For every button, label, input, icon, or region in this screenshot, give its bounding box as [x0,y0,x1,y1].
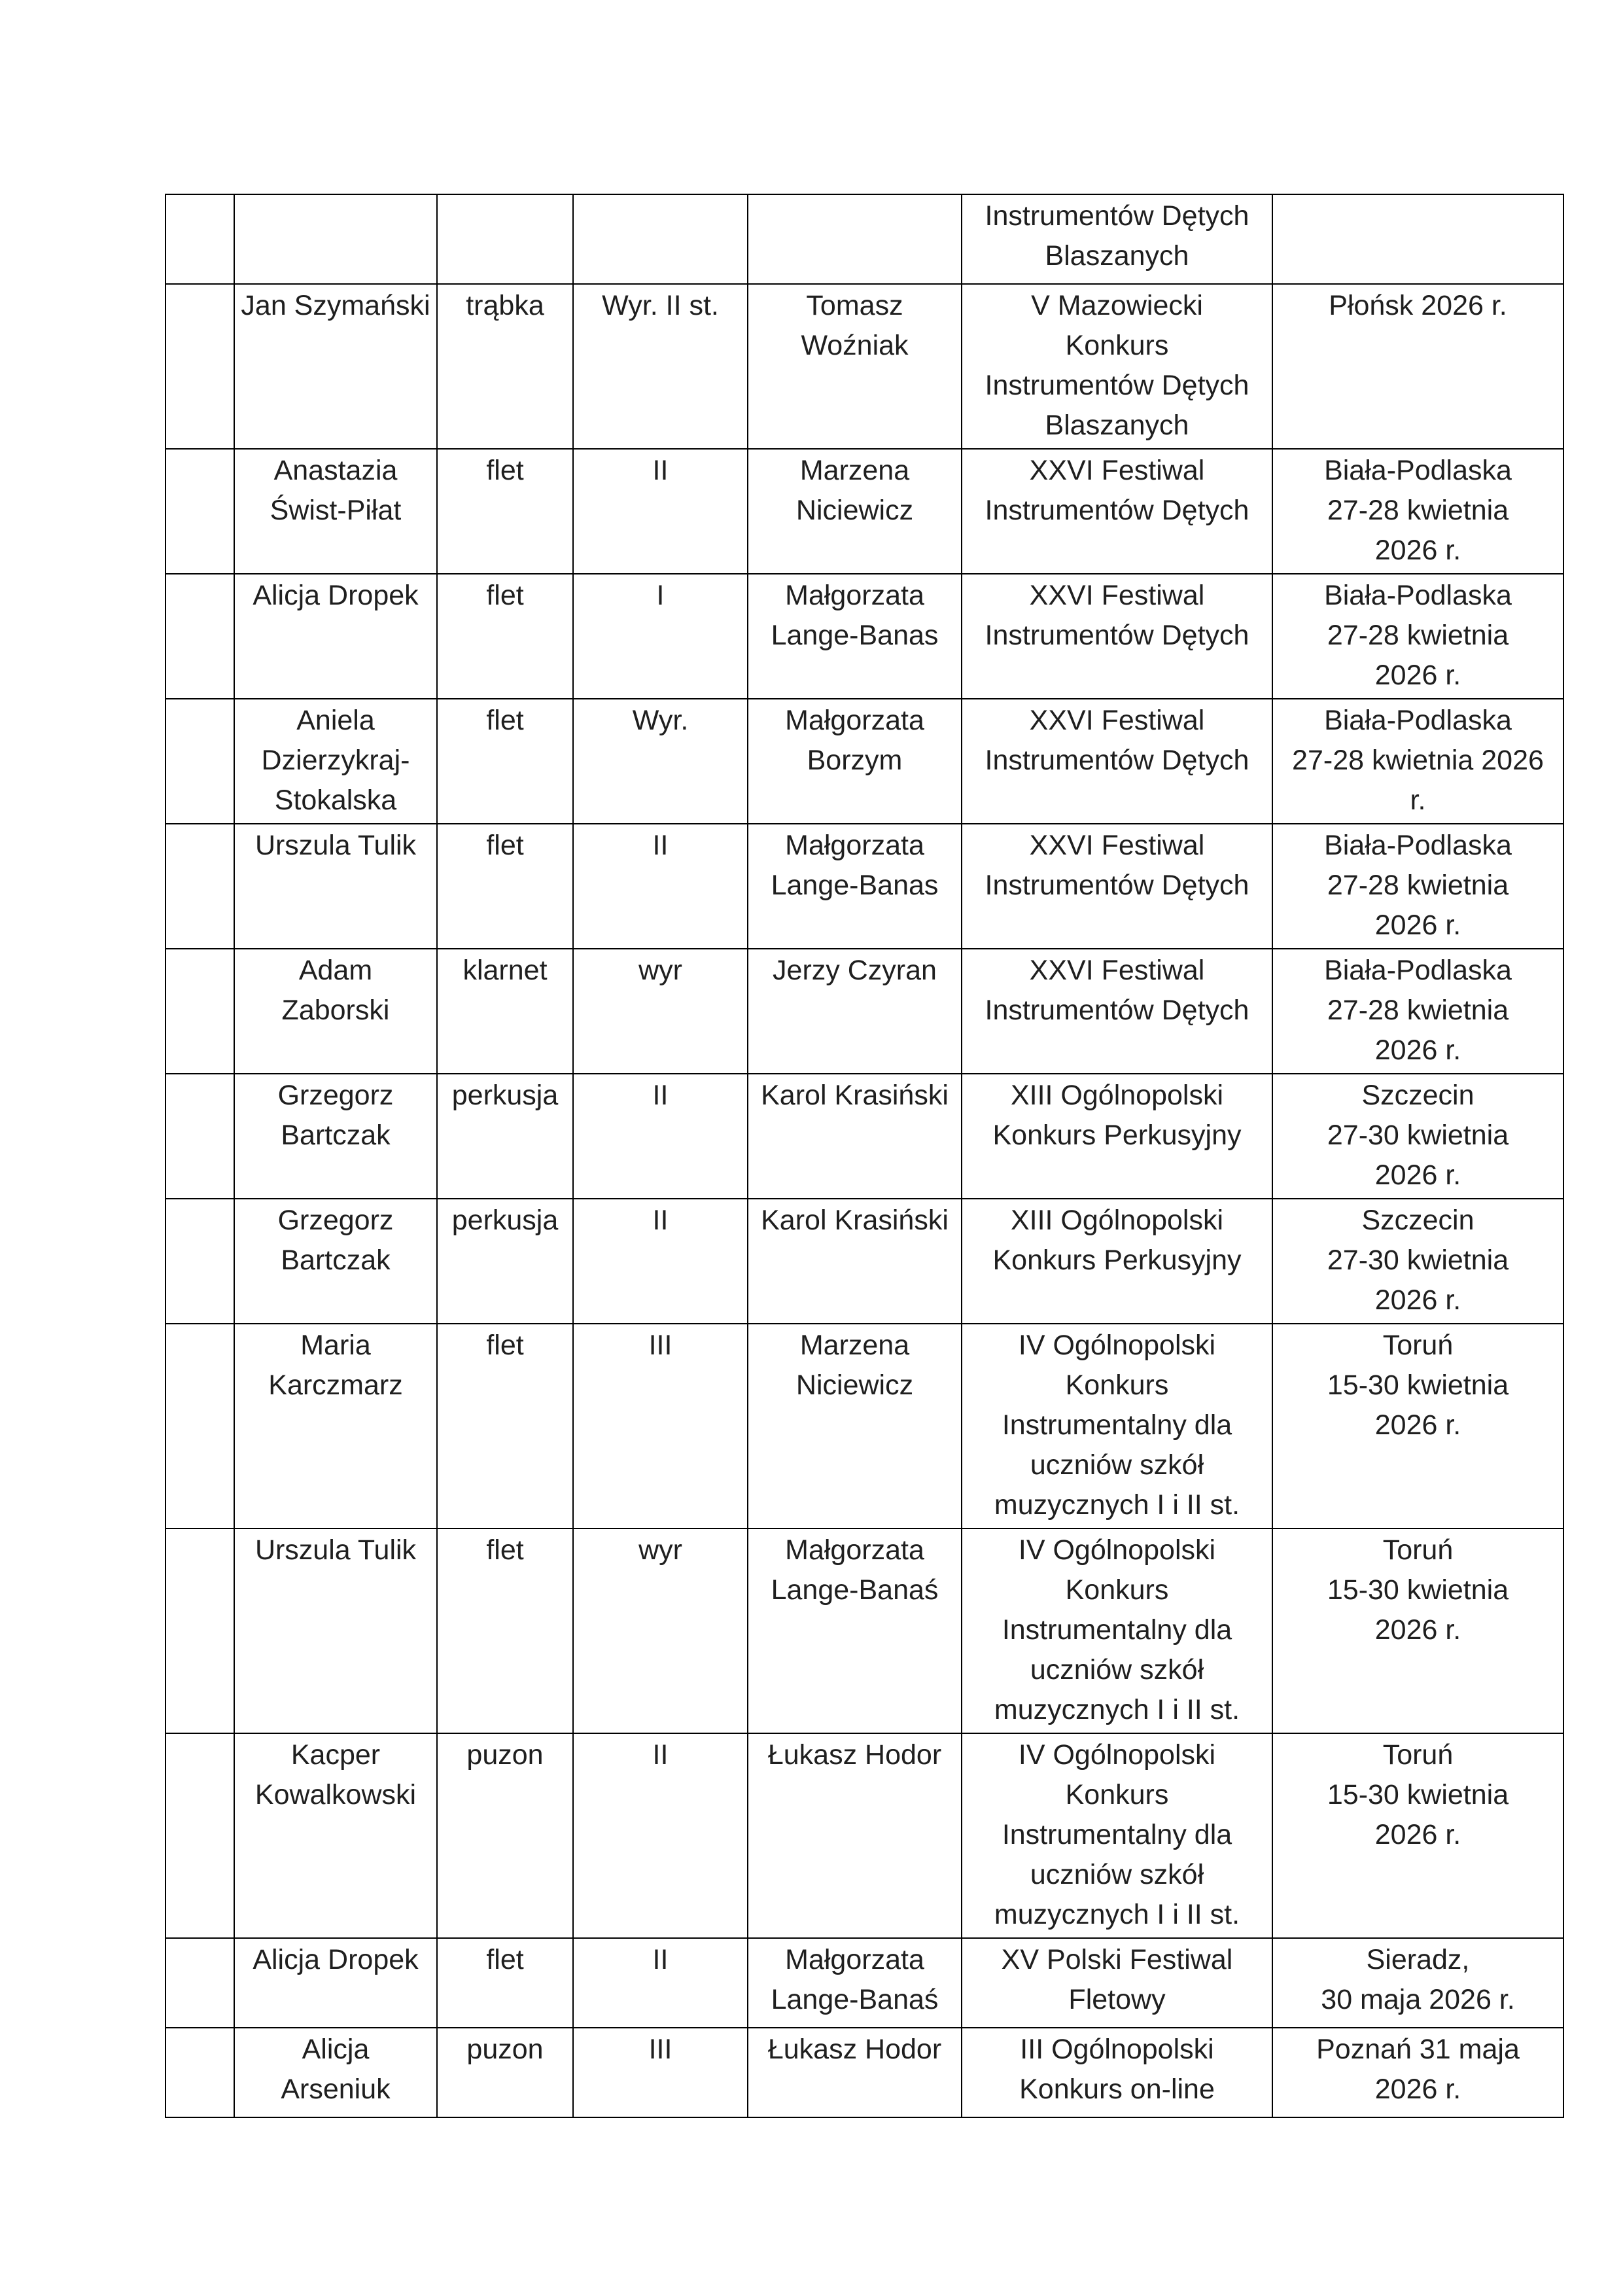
cell-text-line: Instrumentalny dla [1002,1614,1232,1646]
competition-cell [962,1938,1272,2028]
instrument-cell [437,284,573,449]
teacher-cell [748,284,962,449]
instrument-cell [437,824,573,949]
cell-text-line: flet [486,455,524,486]
index-cell [166,574,234,699]
instrument-cell [437,1733,573,1938]
cell-text-line: Kowalkowski [254,1779,417,1810]
level-cell [573,574,748,699]
level-cell [573,1199,748,1324]
teacher-cell [748,1938,962,2028]
level-cell [573,449,748,574]
cell-text-line: Maria [300,1330,371,1361]
level-cell [573,1074,748,1199]
competition-cell [962,1528,1272,1733]
cell-text-line: Bartczak [281,1120,391,1151]
teacher-cell [748,1324,962,1528]
cell-text-line: I [656,580,665,611]
cell-text-line: Instrumentalny dla [1002,1819,1232,1850]
cell-text-line: Toruń [1382,1534,1454,1566]
table-row [166,824,1563,949]
cell-text-line: Urszula Tulik [254,830,417,861]
instrument-cell [437,1938,573,2028]
place-date-cell [1272,824,1563,949]
cell-text-line: 2026 r. [1374,910,1461,941]
cell-text-line: Instrumentalny dla [1002,1409,1232,1441]
table-body [166,194,1563,2117]
competition-cell [962,1324,1272,1528]
cell-text-line: flet [486,705,524,736]
place-date-cell [1272,949,1563,1074]
cell-text-line: Toruń [1382,1739,1454,1771]
cell-text-line: IV Ogólnopolski [1018,1534,1216,1566]
cell-text-line: uczniów szkół [1030,1449,1204,1481]
cell-text-line: II [652,830,669,861]
cell-text-line: Karczmarz [268,1369,403,1401]
teacher-cell [748,449,962,574]
cell-text-line: Płońsk 2026 r. [1329,290,1507,321]
table-row [166,449,1563,574]
student-name-cell [234,824,437,949]
cell-text-line: IV Ogólnopolski [1018,1330,1216,1361]
teacher-cell [748,1733,962,1938]
cell-text-line: Zaborski [281,995,390,1026]
cell-text-line: Małgorzata [785,580,924,611]
student-name-cell [234,284,437,449]
cell-text-line: Aniela [296,705,375,736]
student-name-cell [234,1733,437,1938]
cell-text-line: perkusja [451,1205,559,1236]
cell-text-line: Niciewicz [795,495,914,526]
instrument-cell [437,699,573,824]
cell-text-line: XIII Ogólnopolski [1010,1080,1224,1111]
cell-text-line: Karol Krasiński [761,1080,949,1111]
index-cell [166,1938,234,2028]
cell-text-line: Konkurs Perkusyjny [992,1120,1242,1151]
cell-text-line: 2026 r. [1374,660,1461,691]
cell-text-line: uczniów szkół [1030,1654,1204,1686]
index-cell [166,1199,234,1324]
place-date-cell [1272,194,1563,284]
competition-cell [962,284,1272,449]
cell-text-line: Alicja Dropek [253,1944,419,1975]
teacher-cell [748,1528,962,1733]
competition-cell [962,2028,1272,2117]
cell-text-line: muzycznych I i II st. [994,1694,1240,1725]
place-date-cell [1272,1733,1563,1938]
cell-text-line: klarnet [462,955,548,986]
cell-text-line: 2026 r. [1374,1819,1461,1850]
cell-text-line: Biała-Podlaska [1324,580,1512,611]
cell-text-line: Tomasz [806,290,903,321]
cell-text-line: 2026 r. [1374,1284,1461,1316]
teacher-cell [748,699,962,824]
table-row [166,1733,1563,1938]
cell-text-line: Wyr. [632,705,689,736]
cell-text-line: flet [486,830,524,861]
cell-text-line: Małgorzata [785,705,924,736]
cell-text-line: trąbka [466,290,544,321]
cell-text-line: Marzena [799,1330,910,1361]
teacher-cell [748,194,962,284]
cell-text-line: Dzierzykraj- [261,745,410,776]
teacher-cell [748,949,962,1074]
cell-text-line: Konkurs [1065,1779,1169,1810]
cell-text-line: 2026 r. [1374,2074,1461,2105]
cell-text-line: Bartczak [281,1245,391,1276]
teacher-cell [748,2028,962,2117]
cell-text-line: Instrumentów Dętych [985,745,1249,776]
level-cell [573,699,748,824]
cell-text-line: Lange-Banas [771,620,939,651]
cell-text-line: 2026 r. [1374,1034,1461,1066]
cell-text-line: Instrumentów Dętych [985,495,1249,526]
cell-text-line: Adam [298,955,373,986]
competition-cell [962,1199,1272,1324]
cell-text-line: Konkurs on-line [1019,2074,1215,2105]
instrument-cell [437,574,573,699]
cell-text-line: muzycznych I i II st. [994,1899,1240,1930]
cell-text-line: 27-28 kwietnia [1327,995,1509,1026]
cell-text-line: 15-30 kwietnia [1327,1574,1509,1606]
cell-text-line: wyr [638,955,682,986]
table-row [166,574,1563,699]
instrument-cell [437,1528,573,1733]
cell-text-line: Szczecin [1361,1080,1475,1111]
cell-text-line: Szczecin [1361,1205,1475,1236]
level-cell [573,1733,748,1938]
cell-text-line: Małgorzata [785,1534,924,1566]
index-cell [166,284,234,449]
cell-text-line: Urszula Tulik [254,1534,417,1566]
level-cell [573,284,748,449]
cell-text-line: Biała-Podlaska [1324,455,1512,486]
instrument-cell [437,1324,573,1528]
place-date-cell [1272,1324,1563,1528]
instrument-cell [437,194,573,284]
level-cell [573,194,748,284]
cell-text-line: Toruń [1382,1330,1454,1361]
level-cell [573,1324,748,1528]
table-row [166,284,1563,449]
cell-text-line: muzycznych I i II st. [994,1489,1240,1521]
cell-text-line: flet [486,1330,524,1361]
student-name-cell [234,1938,437,2028]
cell-text-line: Małgorzata [785,1944,924,1975]
cell-text-line: Arseniuk [281,2074,391,2105]
level-cell [573,824,748,949]
competition-cell [962,194,1272,284]
cell-text-line: Kacper [290,1739,381,1771]
cell-text-line: perkusja [451,1080,559,1111]
student-name-cell [234,194,437,284]
cell-text-line: 2026 r. [1374,1409,1461,1441]
student-name-cell [234,949,437,1074]
cell-text-line: Grzegorz [277,1205,394,1236]
cell-text-line: Alicja [302,2034,370,2065]
level-cell [573,949,748,1074]
teacher-cell [748,824,962,949]
cell-text-line: 27-28 kwietnia [1327,495,1509,526]
student-name-cell [234,1528,437,1733]
level-cell [573,2028,748,2117]
index-cell [166,449,234,574]
cell-text-line: Niciewicz [795,1369,914,1401]
cell-text-line: III Ogólnopolski [1020,2034,1214,2065]
table-row [166,1938,1563,2028]
cell-text-line: Lange-Banaś [771,1574,939,1606]
index-cell [166,1324,234,1528]
cell-text-line: Konkurs [1065,1574,1169,1606]
cell-text-line: puzon [466,2034,544,2065]
cell-text-line: III [648,1330,672,1361]
cell-text-line: Biała-Podlaska [1324,705,1512,736]
table-row [166,699,1563,824]
cell-text-line: Blaszanych [1045,410,1189,441]
student-name-cell [234,2028,437,2117]
index-cell [166,194,234,284]
cell-text-line: XXVI Festiwal [1029,705,1205,736]
cell-text-line: II [652,1944,669,1975]
place-date-cell [1272,1938,1563,2028]
cell-text-line: III [648,2034,672,2065]
cell-text-line: 27-28 kwietnia [1327,870,1509,901]
table-row [166,1324,1563,1528]
cell-text-line: Konkurs [1065,330,1169,361]
cell-text-line: Małgorzata [785,830,924,861]
level-cell [573,1938,748,2028]
competition-cell [962,574,1272,699]
cell-text-line: Marzena [799,455,910,486]
student-name-cell [234,574,437,699]
student-name-cell [234,1199,437,1324]
competition-cell [962,699,1272,824]
cell-text-line: Łukasz Hodor [767,2034,942,2065]
cell-text-line: 15-30 kwietnia [1327,1369,1509,1401]
cell-text-line: Wyr. II st. [602,290,719,321]
cell-text-line: II [652,1739,669,1771]
cell-text-line: wyr [638,1534,682,1566]
instrument-cell [437,949,573,1074]
table-row [166,1528,1563,1733]
cell-text-line: Poznań 31 maja [1316,2034,1520,2065]
cell-text-line: r. [1410,785,1426,816]
place-date-cell [1272,449,1563,574]
cell-text-line: Instrumentów Dętych [985,200,1249,232]
cell-text-line: Sieradz, [1366,1944,1470,1975]
cell-text-line: flet [486,1534,524,1566]
student-name-cell [234,449,437,574]
cell-text-line: Konkurs [1065,1369,1169,1401]
index-cell [166,2028,234,2117]
cell-text-line: Blaszanych [1045,240,1189,272]
instrument-cell [437,2028,573,2117]
place-date-cell [1272,1199,1563,1324]
cell-text-line: Anastazia [273,455,398,486]
cell-text-line: Łukasz Hodor [767,1739,942,1771]
competition-cell [962,449,1272,574]
cell-text-line: Biała-Podlaska [1324,830,1512,861]
cell-text-line: 27-28 kwietnia [1327,620,1509,651]
cell-text-line: Jan Szymański [241,290,430,321]
cell-text-line: XXVI Festiwal [1029,955,1205,986]
index-cell [166,699,234,824]
place-date-cell [1272,699,1563,824]
competition-cell [962,949,1272,1074]
cell-text-line: Jerzy Czyran [773,955,937,986]
cell-text-line: 2026 r. [1374,1159,1461,1191]
cell-text-line: XXVI Festiwal [1029,580,1205,611]
cell-text-line: 15-30 kwietnia [1327,1779,1509,1810]
teacher-cell [748,1199,962,1324]
index-cell [166,1733,234,1938]
cell-text-line: Instrumentów Dętych [985,370,1249,401]
cell-text-line: Borzym [807,745,903,776]
cell-text-line: XXVI Festiwal [1029,455,1205,486]
table-row [166,949,1563,1074]
cell-text-line: Lange-Banas [771,870,939,901]
instrument-cell [437,449,573,574]
index-cell [166,824,234,949]
level-cell [573,1528,748,1733]
competition-results-table [165,194,1564,2118]
cell-text-line: Woźniak [801,330,909,361]
cell-text-line: Instrumentów Dętych [985,995,1249,1026]
cell-text-line: II [652,1080,669,1111]
table-row [166,194,1563,284]
cell-text-line: flet [486,1944,524,1975]
cell-text-line: 2026 r. [1374,1614,1461,1646]
cell-text-line: 30 maja 2026 r. [1321,1984,1515,2015]
cell-text-line: Fletowy [1068,1984,1166,2015]
cell-text-line: Stokalska [274,785,397,816]
instrument-cell [437,1199,573,1324]
cell-text-line: uczniów szkół [1030,1859,1204,1890]
place-date-cell [1272,574,1563,699]
cell-text-line: Świst-Piłat [270,495,402,526]
place-date-cell [1272,1528,1563,1733]
teacher-cell [748,574,962,699]
cell-text-line: Biała-Podlaska [1324,955,1512,986]
table-row [166,2028,1563,2117]
competition-cell [962,1733,1272,1938]
index-cell [166,1074,234,1199]
cell-text-line: Lange-Banaś [771,1984,939,2015]
cell-text-line: puzon [466,1739,544,1771]
cell-text-line: XIII Ogólnopolski [1010,1205,1224,1236]
place-date-cell [1272,1074,1563,1199]
cell-text-line: 27-28 kwietnia 2026 [1292,745,1544,776]
cell-text-line: Konkurs Perkusyjny [992,1245,1242,1276]
cell-text-line: flet [486,580,524,611]
index-cell [166,1528,234,1733]
cell-text-line: IV Ogólnopolski [1018,1739,1216,1771]
cell-text-line: II [652,1205,669,1236]
student-name-cell [234,1324,437,1528]
place-date-cell [1272,2028,1563,2117]
student-name-cell [234,699,437,824]
place-date-cell [1272,284,1563,449]
cell-text-line: II [652,455,669,486]
cell-text-line: Grzegorz [277,1080,394,1111]
teacher-cell [748,1074,962,1199]
cell-text-line: XXVI Festiwal [1029,830,1205,861]
cell-text-line: 27-30 kwietnia [1327,1245,1509,1276]
competition-cell [962,824,1272,949]
cell-text-line: 27-30 kwietnia [1327,1120,1509,1151]
student-name-cell [234,1074,437,1199]
cell-text-line: Alicja Dropek [253,580,419,611]
cell-text-line: Instrumentów Dętych [985,870,1249,901]
cell-text-line: Instrumentów Dętych [985,620,1249,651]
cell-text-line: Karol Krasiński [761,1205,949,1236]
cell-text-line: 2026 r. [1374,535,1461,566]
table-row [166,1199,1563,1324]
competition-cell [962,1074,1272,1199]
instrument-cell [437,1074,573,1199]
table-row [166,1074,1563,1199]
index-cell [166,949,234,1074]
cell-text-line: XV Polski Festiwal [1001,1944,1233,1975]
cell-text-line: V Mazowiecki [1031,290,1203,321]
